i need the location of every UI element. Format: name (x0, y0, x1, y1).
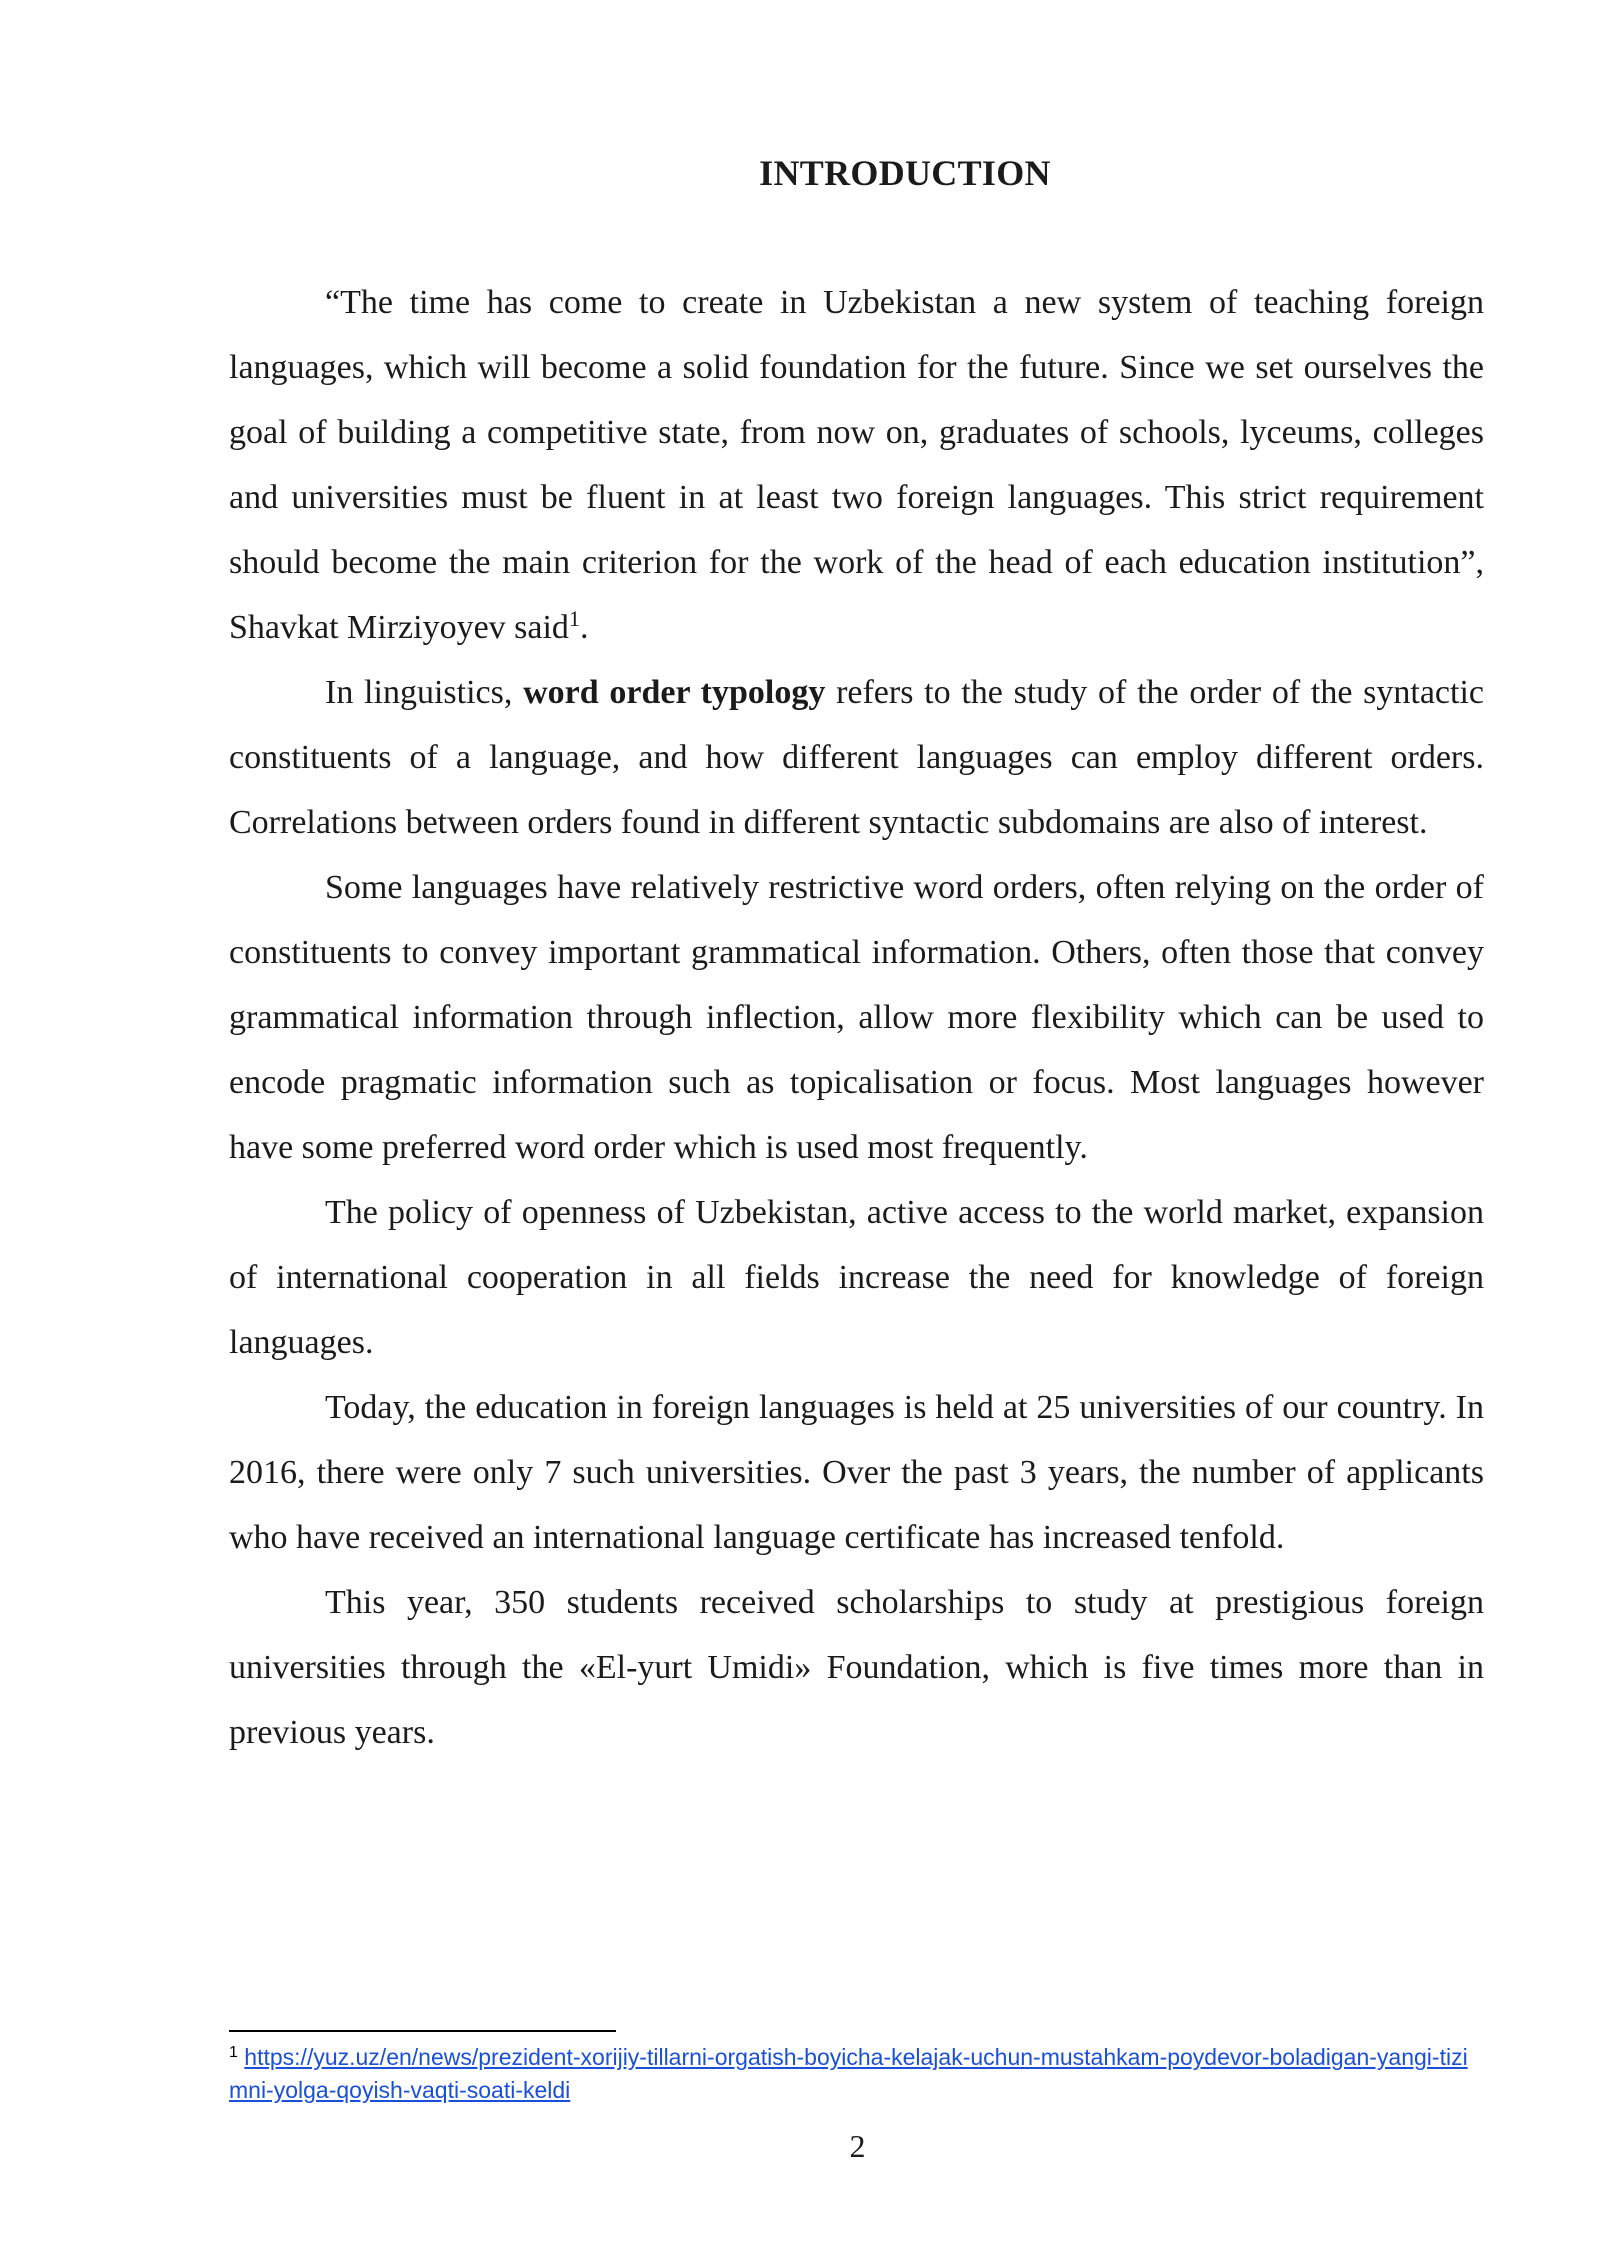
paragraph-1 (229, 270, 1484, 660)
paragraph-1-trailing: . (579, 609, 589, 646)
bold-term: word order typology (523, 674, 826, 711)
page-number: 2 (849, 2128, 866, 2164)
paragraph-1-text: “The time has come to create in Uzbekistan a new system of teaching foreign languages, which will become a solid foundation for the future. Since we set ourselves the goal of building a competitive state, from now on, graduates of schools, lyceums, colleges and universities must be fluent in at least two foreign languages. This strict requirement should become the main criterion for the work of the head of each education institution”, Shavkat Mirziyoyev said (229, 284, 1484, 646)
footnote-link[interactable]: https://yuz.uz/en/news/prezident-xorijiy-tillarni-orgatish-boyicha-kelajak-uchun-mustahkam-poydevor-boladigan-yangi-tizimni-yolga-qoyish-vaqti-soati-keldi (229, 2044, 1468, 2103)
footnote-reference[interactable]: 1 (568, 606, 580, 631)
paragraph-3: Some languages have relatively restrictive word orders, often relying on the order of constituents to convey important grammatical information. Others, often those that convey grammatical information through inflection, allow more flexibility which can be used to encode pragmatic information such as topicalisation or focus. Most languages however have some preferred word order which is used most frequently. (229, 869, 1484, 1166)
body-text (229, 270, 1484, 1765)
footnote-number: 1 (229, 2044, 238, 2061)
paragraph-2-after: refers to the study of the order of the syntactic constituents of a language, and how different languages can employ different orders. Correlations between orders found in different syntactic subdomains are also of interest. (229, 674, 1484, 841)
paragraph-4: The policy of openness of Uzbekistan, active access to the world market, expansion of international cooperation in all fields increase the need for knowledge of foreign languages. (229, 1194, 1484, 1361)
paragraph-2-before: In linguistics, (325, 674, 524, 711)
section-heading: INTRODUCTION (759, 153, 1051, 193)
paragraph-2 (229, 660, 1484, 855)
paragraph-6: This year, 350 students received scholarships to study at prestigious foreign universities through the «El-yurt Umidi» Foundation, which is five times more than in previous years. (229, 1584, 1484, 1751)
footnote-separator (229, 2030, 616, 2032)
paragraph-5: Today, the education in foreign languages is held at 25 universities of our country. In 2016, there were only 7 such universities. Over the past 3 years, the number of applicants who have received an international language certificate has increased tenfold. (229, 1389, 1484, 1556)
footnote (229, 2041, 1484, 2107)
